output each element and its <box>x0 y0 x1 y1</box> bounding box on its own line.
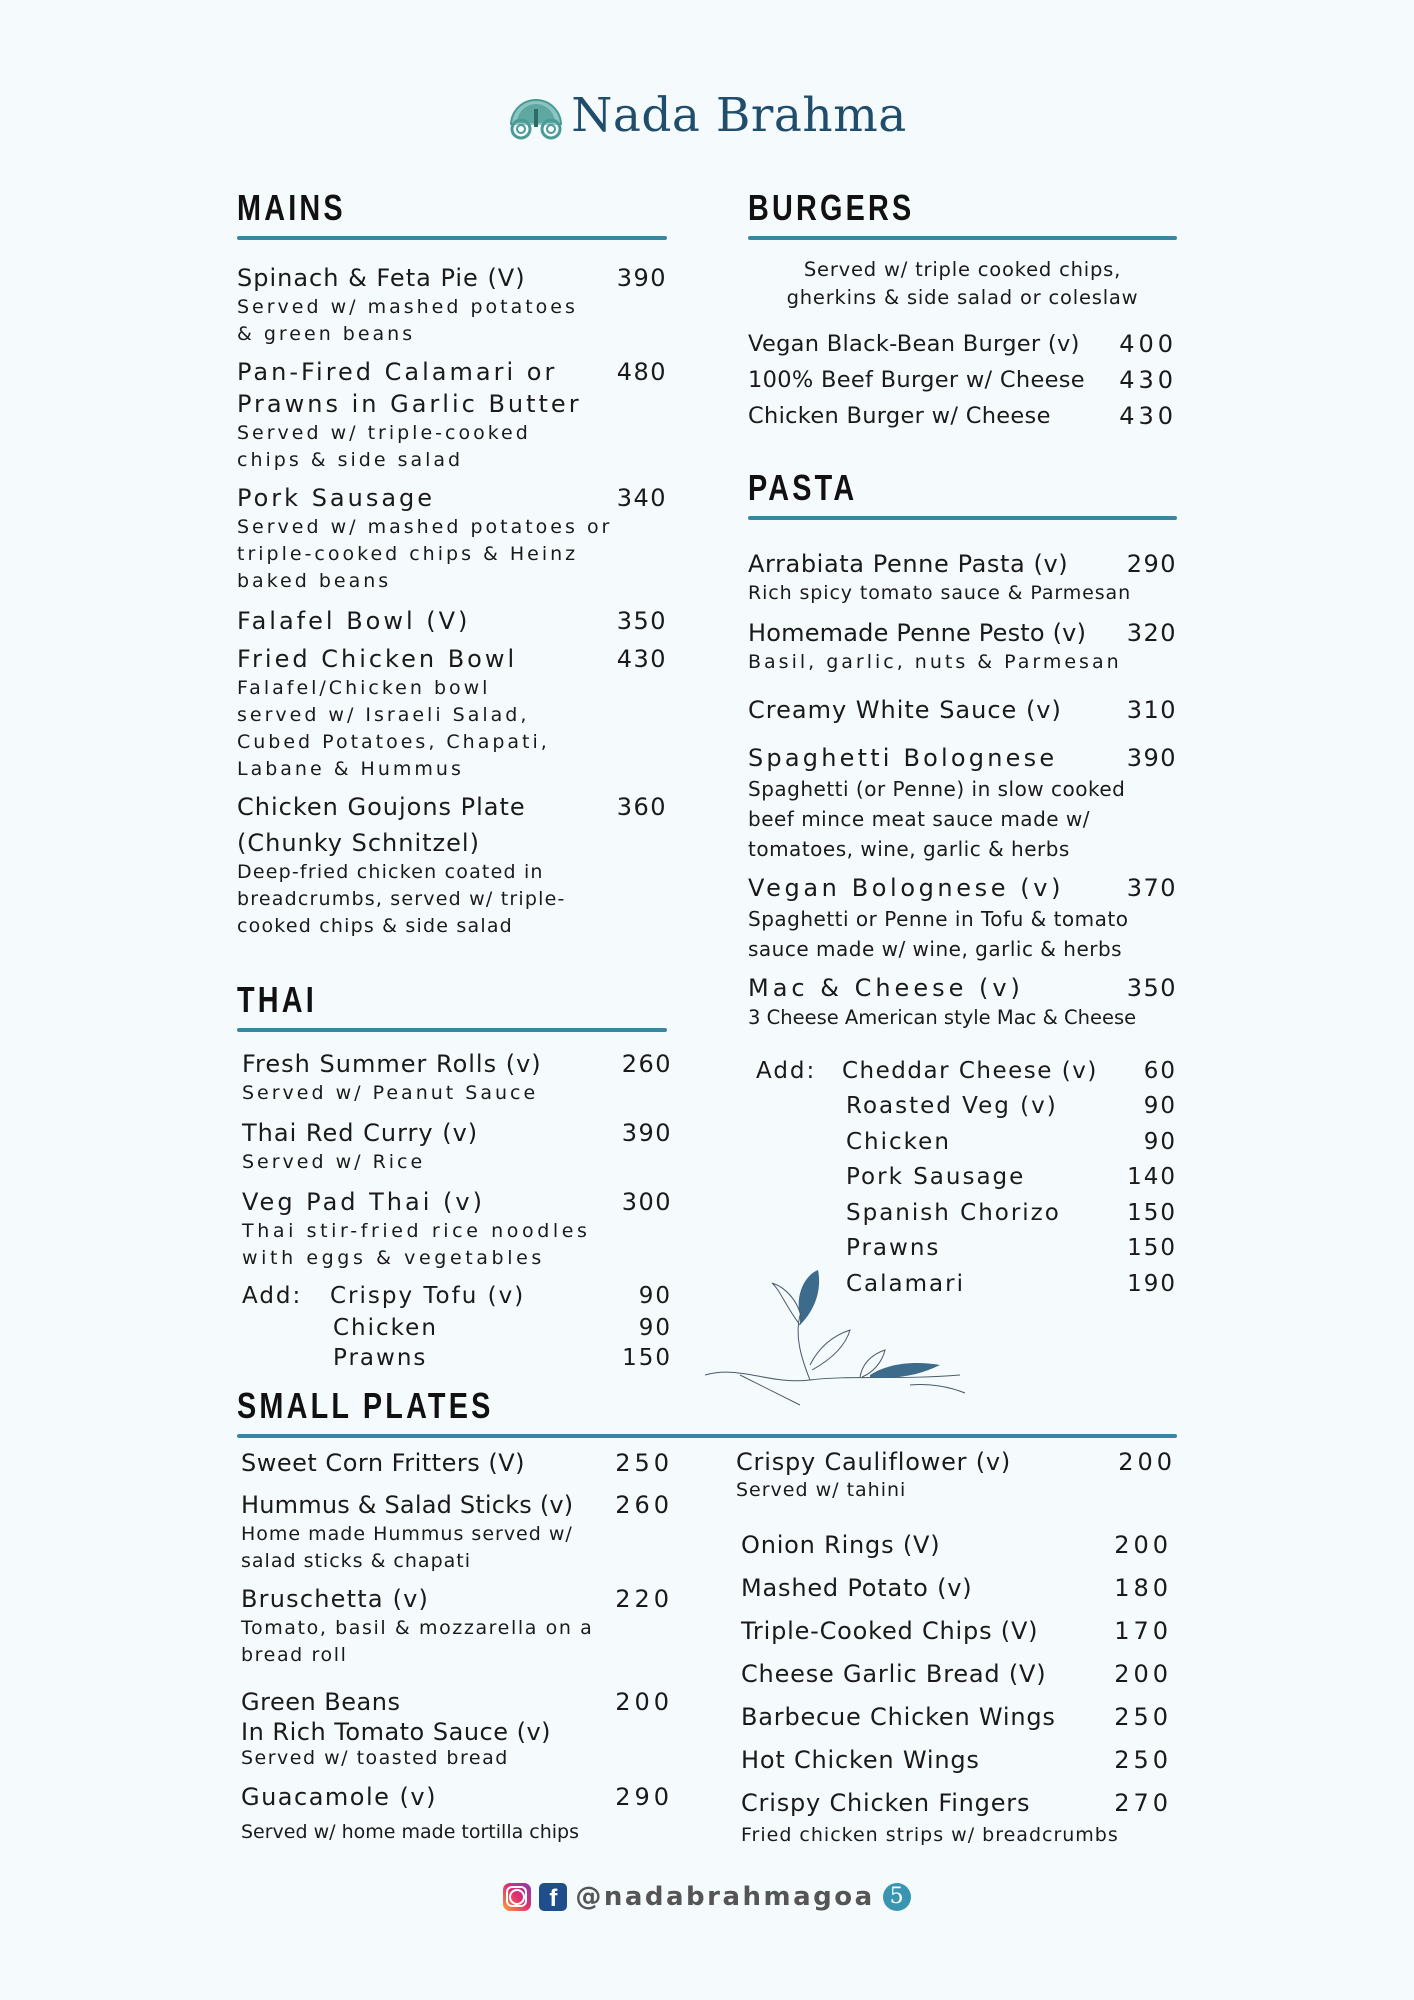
menu-item: Guacamole (v) 290 Served w/ home made tortilla chips <box>241 1783 673 1843</box>
item-price: 390 <box>621 1119 672 1147</box>
item-price: 360 <box>616 793 667 821</box>
add-label: Add: <box>756 1058 817 1084</box>
menu-item: Spinach & Feta Pie (V) 390 Served w/ mashed potatoes & green beans <box>237 264 667 345</box>
item-price: 310 <box>1126 696 1177 724</box>
section-note: gherkins & side salad or coleslaw <box>786 286 1139 309</box>
section-burgers <box>748 188 1177 434</box>
menu-item: Vegan Bolognese (v) 370 Spaghetti or Penne in Tofu & tomato sauce made w/ wine, garlic & herbs <box>748 874 1177 961</box>
addon-row: Chicken 90 <box>846 1128 1177 1155</box>
item-price: 390 <box>616 264 667 292</box>
menu-item: Green Beans In Rich Tomato Sauce (v) 200 Served w/ toasted bread <box>241 1688 673 1769</box>
addon-row: Spanish Chorizo 150 <box>846 1199 1177 1226</box>
menu-item: Fried Chicken Bowl 430 Falafel/Chicken bowl served w/ Israeli Salad, Cubed Potatoes, Chapati, Labane & Hummus <box>237 645 667 780</box>
addon-row: Prawns 150 <box>333 1345 672 1371</box>
add-label: Add: <box>242 1283 303 1309</box>
item-price: 340 <box>616 484 667 512</box>
small-plates-right <box>736 1446 1176 1845</box>
menu-item: Homemade Penne Pesto (v) 320 Basil, garlic, nuts & Parmesan <box>748 619 1177 673</box>
addon-row: Calamari 190 <box>846 1270 1177 1297</box>
section-divider <box>237 236 667 240</box>
section-divider <box>237 1434 1177 1438</box>
social-handle[interactable]: @nadabrahmagoa <box>575 1882 875 1912</box>
menu-item: Falafel Bowl (V) 350 <box>237 607 667 635</box>
brand-name: Nada Brahma <box>571 88 907 143</box>
item-price: 350 <box>616 607 667 635</box>
menu-item: Hot Chicken Wings 250 <box>741 1746 1172 1774</box>
menu-item: Crispy Chicken Fingers 270 Fried chicken strips w/ breadcrumbs <box>741 1789 1172 1846</box>
menu-item: Vegan Black-Bean Burger (v) 400 <box>748 330 1177 358</box>
menu-item: Chicken Goujons Plate (Chunky Schnitzel) 360 Deep-fried chicken coated in breadcrumbs, served w/ triple- cooked chips & side salad <box>237 793 667 937</box>
tree-of-life-icon <box>507 91 565 141</box>
brand-header <box>0 88 1414 143</box>
menu-item: Fresh Summer Rolls (v) 260 Served w/ Peanut Sauce <box>242 1050 672 1104</box>
section-note: Served w/ triple cooked chips, <box>803 258 1122 281</box>
menu-item: Pan-Fired Calamari or Prawns in Garlic Butter 480 Served w/ triple-cooked chips & side salad <box>237 358 667 471</box>
section-divider <box>237 1028 667 1032</box>
menu-item: Creamy White Sauce (v) 310 <box>748 696 1177 724</box>
menu-item: Triple-Cooked Chips (V) 170 <box>741 1617 1172 1645</box>
section-title: SMALL PLATES <box>237 1385 494 1426</box>
menu-item: Mashed Potato (v) 180 <box>741 1574 1172 1602</box>
menu-item: Veg Pad Thai (v) 300 Thai stir-fried rice noodles with eggs & vegetables <box>242 1188 672 1269</box>
menu-item: Mac & Cheese (v) 350 3 Cheese American style Mac & Cheese <box>748 974 1177 1029</box>
addon-row: Roasted Veg (v) 90 <box>846 1093 1177 1119</box>
menu-item: Arrabiata Penne Pasta (v) 290 Rich spicy tomato sauce & Parmesan <box>748 550 1177 604</box>
addon-row: Add: Cheddar Cheese (v) 60 <box>748 1053 1177 1089</box>
page-number-badge: 5 <box>883 1883 911 1911</box>
menu-item: Bruschetta (v) 220 Tomato, basil & mozzarella on a bread roll <box>241 1585 673 1666</box>
item-price: 300 <box>621 1188 672 1216</box>
menu-item: Barbecue Chicken Wings 250 <box>741 1703 1172 1731</box>
section-title: PASTA <box>748 467 858 508</box>
section-mains <box>237 188 667 940</box>
addon-row: Prawns 150 <box>846 1235 1177 1261</box>
menu-item: Chicken Burger w/ Cheese 430 <box>748 402 1177 430</box>
menu-item: Cheese Garlic Bread (V) 200 <box>741 1660 1172 1688</box>
item-price: 480 <box>616 358 667 386</box>
menu-item: Spaghetti Bolognese 390 Spaghetti (or Penne) in slow cooked beef mince meat sauce made w/ tomatoes, wine, garlic & herbs <box>748 744 1177 861</box>
small-plates-left <box>241 1447 673 1846</box>
addons-list <box>242 1280 672 1373</box>
item-price: 350 <box>1126 974 1177 1002</box>
item-price: 260 <box>621 1050 672 1078</box>
addon-row: Chicken 90 <box>333 1315 672 1341</box>
menu-item: 100% Beef Burger w/ Cheese 430 <box>748 366 1177 394</box>
social-footer <box>0 1882 1414 1912</box>
section-thai <box>237 979 672 1373</box>
menu-item: Onion Rings (V) 200 <box>741 1531 1172 1559</box>
section-title: BURGERS <box>748 187 915 228</box>
section-small-plates <box>237 1386 1177 1438</box>
addon-row: Add: Crispy Tofu (v) 90 <box>242 1280 672 1313</box>
menu-item: Pork Sausage 340 Served w/ mashed potatoes or triple-cooked chips & Heinz baked beans <box>237 484 667 592</box>
menu-item: Thai Red Curry (v) 390 Served w/ Rice <box>242 1119 672 1173</box>
section-divider <box>748 516 1177 520</box>
item-price: 430 <box>616 645 667 673</box>
item-price: 390 <box>1126 744 1177 772</box>
menu-item: Crispy Cauliflower (v) 200 Served w/ tahini <box>736 1448 1176 1501</box>
item-price: 320 <box>1126 619 1177 647</box>
addon-row: Pork Sausage 140 <box>846 1164 1177 1190</box>
instagram-icon[interactable] <box>503 1883 531 1911</box>
section-divider <box>748 236 1177 240</box>
facebook-icon[interactable]: f <box>539 1883 567 1911</box>
item-price: 370 <box>1126 874 1177 902</box>
section-title: THAI <box>237 979 317 1020</box>
section-title: MAINS <box>237 187 346 228</box>
menu-item: Sweet Corn Fritters (V) 250 <box>241 1449 673 1477</box>
menu-item: Hummus & Salad Sticks (v) 260 Home made Hummus served w/ salad sticks & chapati <box>241 1491 673 1572</box>
section-pasta <box>748 468 1177 1302</box>
item-price: 290 <box>1126 550 1177 578</box>
